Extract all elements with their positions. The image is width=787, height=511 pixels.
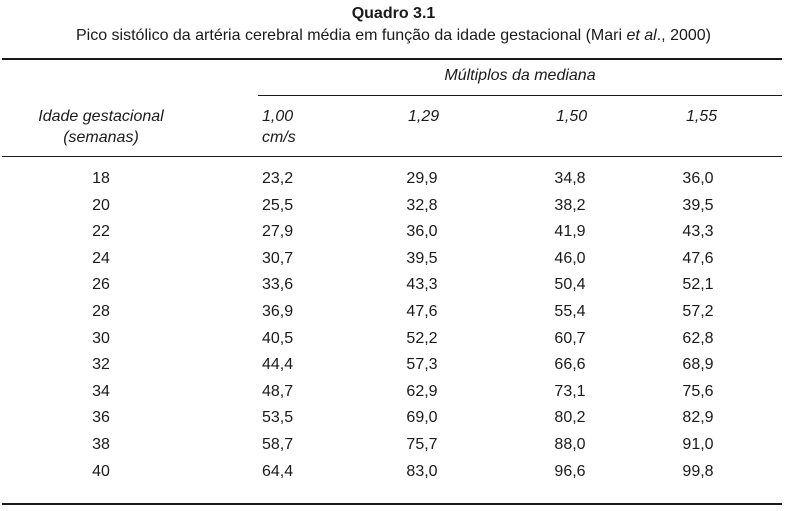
value-cell-3: 80,2 [554, 409, 586, 427]
row-age-cell: 34 [92, 382, 110, 400]
value-cell-2: 69,0 [406, 409, 438, 427]
value-cell-4: 47,6 [682, 249, 714, 267]
value-cell-1: 53,5 [262, 409, 294, 427]
value-cell-4: 39,5 [682, 196, 714, 214]
table-row [0, 459, 787, 486]
value-cell-3: 96,6 [554, 462, 586, 480]
table-row [0, 432, 787, 459]
value-cell-1: 44,4 [262, 356, 294, 374]
value-cell-4: 62,8 [682, 329, 714, 347]
row-header [0, 106, 202, 148]
value-cell-1: 25,5 [262, 196, 294, 214]
col-header-1 [262, 106, 296, 148]
col-header-2 [408, 106, 439, 127]
value-cell-2: 62,9 [406, 382, 438, 400]
col-header-2-line1: 1,29 [408, 108, 440, 125]
bottom-rule [2, 503, 782, 505]
group-header-rule [258, 95, 782, 96]
value-cell-3: 55,4 [554, 302, 586, 320]
table-body [0, 166, 787, 485]
value-cell-2: 36,0 [406, 223, 438, 241]
value-cell-3: 60,7 [554, 329, 586, 347]
table-row [0, 405, 787, 432]
value-cell-2: 47,6 [406, 302, 438, 320]
table-title: Quadro 3.1 [351, 5, 436, 22]
value-cell-1: 48,7 [262, 382, 294, 400]
value-cell-3: 41,9 [554, 223, 586, 241]
row-age-cell: 18 [92, 170, 110, 187]
table-row [0, 299, 787, 326]
value-cell-1: 58,7 [262, 435, 294, 453]
table-row [0, 193, 787, 220]
value-cell-3: 46,0 [554, 249, 586, 267]
value-cell-3: 88,0 [554, 435, 586, 453]
caption-text: Pico sistólico da artéria cerebral média em função da idade gestacional (Mari [75, 27, 627, 44]
col-header-4-line1: 1,55 [686, 108, 718, 125]
row-age-cell: 22 [92, 223, 110, 241]
value-cell-3: 66,6 [554, 356, 586, 374]
table-row [0, 219, 787, 246]
top-rule [2, 58, 782, 60]
value-cell-1: 30,7 [262, 249, 294, 267]
row-age-cell: 32 [92, 356, 110, 374]
value-cell-4: 57,2 [682, 302, 714, 320]
value-cell-2: 52,2 [406, 329, 438, 347]
group-header: Múltiplos da mediana [444, 67, 596, 84]
value-cell-1: 27,9 [262, 223, 294, 241]
row-age-cell: 40 [92, 462, 110, 480]
row-header-line1: Idade gestacional [38, 108, 164, 125]
value-cell-3: 34,8 [554, 170, 586, 187]
value-cell-4: 75,6 [682, 382, 714, 400]
value-cell-2: 83,0 [406, 462, 438, 480]
value-cell-4: 36,0 [682, 170, 714, 187]
value-cell-1: 23,2 [262, 170, 294, 187]
value-cell-4: 91,0 [682, 435, 714, 453]
row-age-cell: 30 [92, 329, 110, 347]
caption-et-al: et al [626, 27, 657, 44]
col-header-3-line1: 1,50 [556, 108, 588, 125]
value-cell-1: 36,9 [262, 302, 294, 320]
value-cell-2: 75,7 [406, 435, 438, 453]
value-cell-2: 32,8 [406, 196, 438, 214]
table-row [0, 246, 787, 273]
row-age-cell: 20 [92, 196, 110, 214]
col-header-1-line1: 1,00 [262, 108, 294, 125]
table-row [0, 272, 787, 299]
caption-text-end: ., 2000) [656, 27, 711, 44]
value-cell-4: 82,9 [682, 409, 714, 427]
value-cell-4: 43,3 [682, 223, 714, 241]
row-age-cell: 38 [92, 435, 110, 453]
row-header-line2: (semanas) [63, 129, 139, 146]
value-cell-3: 38,2 [554, 196, 586, 214]
row-age-cell: 24 [92, 249, 110, 267]
value-cell-4: 99,8 [682, 462, 714, 480]
table-row [0, 326, 787, 353]
col-header-1-line2: cm/s [262, 129, 296, 146]
value-cell-1: 64,4 [262, 462, 294, 480]
header-rule [2, 156, 782, 157]
value-cell-1: 33,6 [262, 276, 294, 294]
row-age-cell: 26 [92, 276, 110, 294]
row-age-cell: 28 [92, 302, 110, 320]
value-cell-2: 29,9 [406, 170, 438, 187]
value-cell-2: 39,5 [406, 249, 438, 267]
table-row [0, 379, 787, 406]
value-cell-1: 40,5 [262, 329, 294, 347]
value-cell-3: 73,1 [554, 382, 586, 400]
col-header-4 [686, 106, 717, 127]
row-age-cell: 36 [92, 409, 110, 427]
value-cell-3: 50,4 [554, 276, 586, 294]
table-caption [0, 27, 787, 45]
value-cell-2: 57,3 [406, 356, 438, 374]
value-cell-2: 43,3 [406, 276, 438, 294]
table-row [0, 352, 787, 379]
table-row [0, 166, 787, 193]
value-cell-4: 52,1 [682, 276, 714, 294]
value-cell-4: 68,9 [682, 356, 714, 374]
col-header-3 [556, 106, 587, 127]
